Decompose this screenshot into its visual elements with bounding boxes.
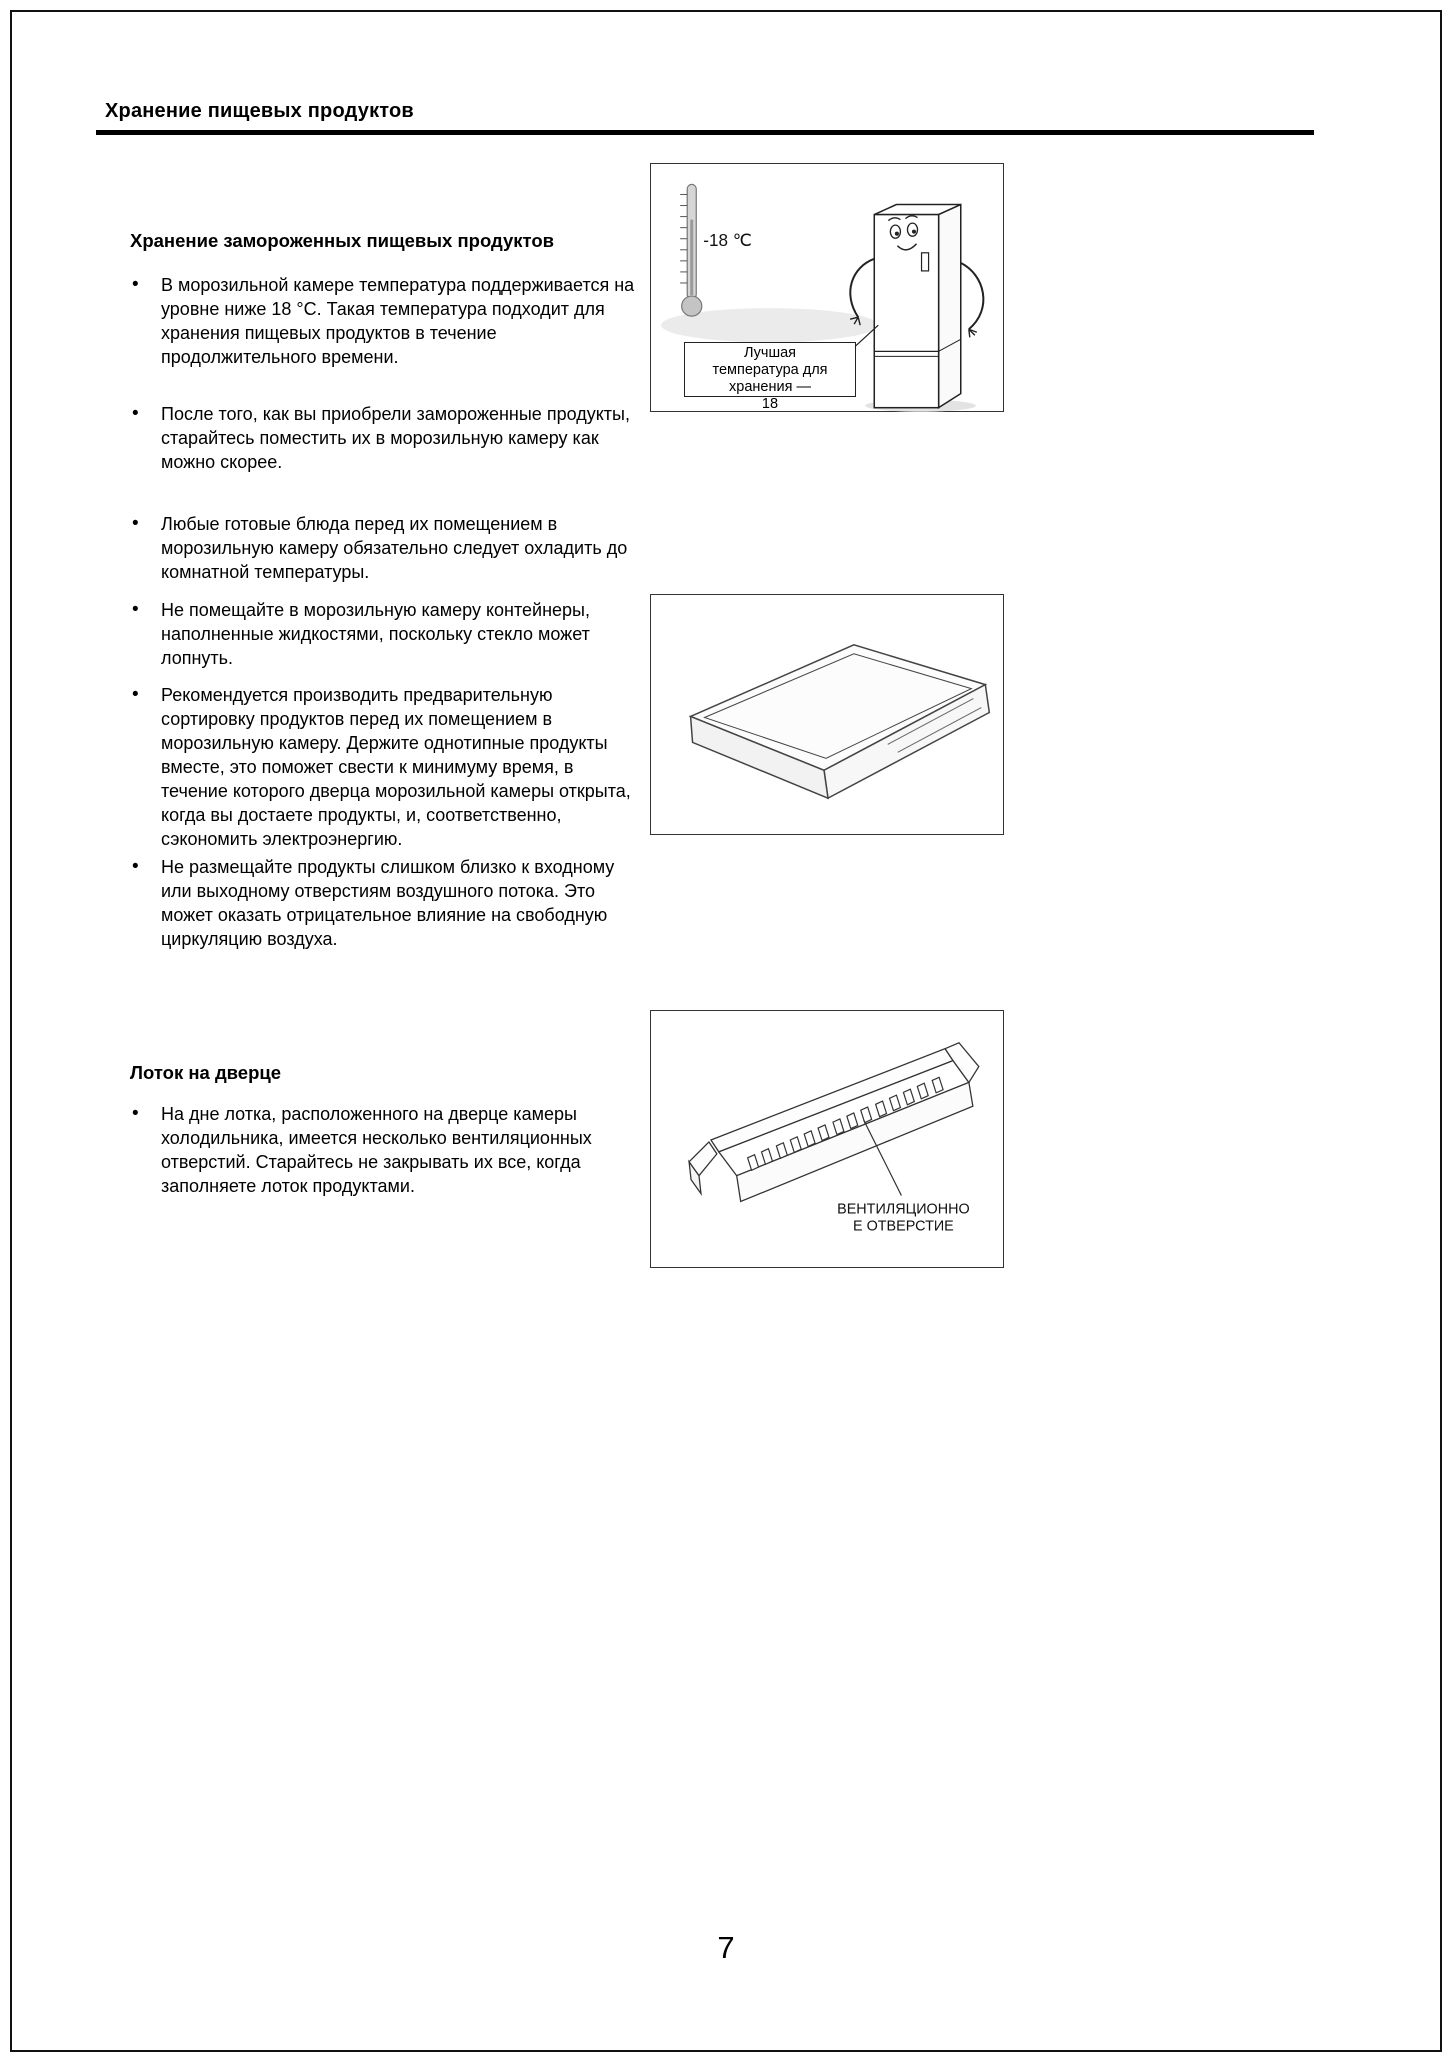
bullet-marker	[132, 401, 139, 426]
bullet-text: Рекомендуется производить предварительную сортировку продуктов перед их помещением в морозильную камеру. Держите однотипные продукты вместе, это поможет свести к минимуму время, в течение которого дверца морозильной камеры открыта, когда вы достаете продукты, и, соответственно, сэкономить электроэнергию.	[161, 685, 631, 849]
thermometer-reading: -18 ℃	[703, 230, 752, 250]
bullet-text: В морозильной камере температура поддерживается на уровне ниже 18 °C. Такая температура подходит для хранения пищевых продуктов в течение продолжительного времени.	[161, 275, 635, 367]
bullet-text: Не помещайте в морозильную камеру контейнеры, наполненные жидкостями, поскольку стекло может лопнуть.	[161, 600, 590, 668]
speech-callout	[684, 342, 856, 412]
drawer-illustration	[651, 595, 1003, 834]
header-rule	[96, 130, 1314, 135]
figure-door-tray	[650, 1010, 1004, 1268]
thermometer-icon	[680, 184, 702, 316]
bullet-item	[132, 512, 637, 584]
bullet-item	[132, 855, 637, 951]
fridge-character	[850, 205, 983, 408]
callout-line: 18	[761, 396, 779, 412]
tray-illustration	[651, 1011, 1003, 1267]
bullet-text: На дне лотка, расположенного на дверце камеры холодильника, имеется несколько вентиляционных отверстий. Старайтесь не закрывать их все, когда заполняете лоток продуктами.	[161, 1104, 592, 1196]
bullet-item	[132, 402, 637, 474]
figure-temperature	[650, 163, 1004, 412]
bullet-item	[132, 273, 637, 369]
bullet-item	[132, 683, 637, 851]
bullet-marker	[132, 682, 139, 707]
document-header	[96, 100, 1314, 135]
bullet-text: После того, как вы приобрели замороженные продукты, старайтесь поместить их в морозильную камеру как можно скорее.	[161, 404, 630, 472]
callout-line: температура для	[712, 362, 828, 378]
callout-line: Лучшая	[743, 345, 797, 361]
bullet-marker	[132, 272, 139, 297]
bullet-marker	[132, 597, 139, 622]
bullet-marker	[132, 511, 139, 536]
page-number: 7	[717, 1930, 735, 1965]
bullet-text: Любые готовые блюда перед их помещением в морозильную камеру обязательно следует охладить до комнатной температуры.	[161, 514, 628, 582]
bullet-item	[132, 598, 637, 670]
section-heading-frozen-storage: Хранение замороженных пищевых продуктов	[130, 230, 555, 251]
bullet-item	[132, 1102, 637, 1198]
callout-line: хранения —	[729, 379, 811, 395]
bullet-text: Не размещайте продукты слишком близко к входному или выходному отверстиям воздушного потока. Это может оказать отрицательное влияние на свободную циркуляцию воздуха.	[161, 857, 615, 949]
vent-label-line2: Е ОТВЕРСТИЕ	[853, 1218, 954, 1235]
page-title: Хранение пищевых продуктов	[105, 100, 414, 122]
vent-label-line1: ВЕНТИЛЯЦИОННО	[837, 1201, 970, 1218]
bullet-marker	[132, 1101, 139, 1126]
bullet-marker	[132, 854, 139, 879]
section-heading-door-tray: Лоток на дверце	[130, 1062, 282, 1083]
figure-drawer	[650, 594, 1004, 835]
